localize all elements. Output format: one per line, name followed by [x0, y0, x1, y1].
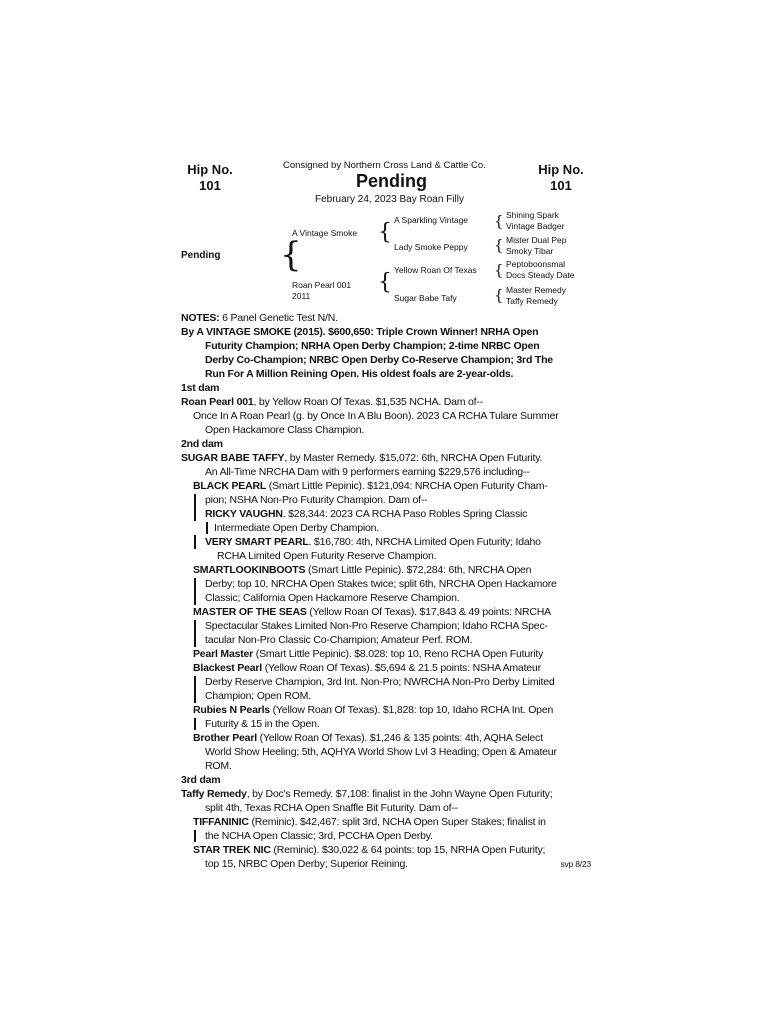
entry-text: Derby Reserve Champion, 3rd Int. Non-Pro; NWRCHA Non-Pro Derby Limited — [205, 676, 555, 688]
brace-dam: { — [378, 270, 392, 295]
notes-text: 6 Panel Genetic Test N/N. — [219, 312, 338, 324]
dam2-entry-3 — [181, 563, 591, 577]
entry-text: Classic; California Open Hackamore Reserve Champion. — [205, 592, 460, 604]
entry-text: . $16,780: 4th, NRCHA Limited Open Futurity; Idaho — [308, 536, 541, 548]
dam1-name: Roan Pearl 001 — [181, 396, 254, 408]
entry-text: (Smart Little Pepinic). $8.028: top 10, Reno RCHA Open Futurity — [253, 648, 544, 660]
entry-text: (Reminic). $42,467: split 3rd, NCHA Open Super Stakes; finalist in — [248, 816, 546, 828]
entry-name: STAR TREK NIC — [193, 844, 271, 856]
entry-name: Pearl Master — [193, 648, 254, 660]
dam3-name: Taffy Remedy — [181, 788, 247, 800]
dam2-entry-7 — [181, 703, 591, 717]
sire-summary-3: Derby Co-Champion; NRBC Open Derby Co-Reserve Champion; 3rd The — [205, 354, 553, 366]
entry-text: (Smart Little Pepinic). $121,094: NRCHA Open Futurity Cham- — [266, 480, 548, 492]
pedigree-ggp-3: Mister Dual Pep — [506, 235, 567, 245]
dam2-entry-5 — [181, 647, 591, 661]
sire-summary-1: By A VINTAGE SMOKE (2015). $600,650: Triple Crown Winner! NRHA Open — [181, 326, 539, 338]
entry-text: pion; NSHA Non-Pro Futurity Champion. Dam of-- — [205, 494, 428, 506]
dam2-desc: , by Master Remedy. $15,072: 6th, NRCHA Open Futurity. — [284, 452, 543, 464]
dam2-entry-4-more2 — [181, 633, 591, 647]
pedigree-dam-dam: Sugar Babe Tafy — [394, 293, 457, 303]
pedigree-sire: A Vintage Smoke — [292, 228, 358, 238]
dam1-line1 — [181, 395, 591, 409]
dam2-heading: 2nd dam — [181, 438, 223, 450]
hip-value-right: 101 — [550, 178, 572, 193]
dam2-entry-7-more — [181, 717, 591, 731]
entry-text: Intermediate Open Derby Champion. — [214, 522, 379, 534]
dam2-entry-8 — [181, 731, 591, 745]
entry-name: Rubies N Pearls — [193, 704, 270, 716]
hip-number-left — [182, 162, 238, 194]
entry-text: Champion; Open ROM. — [205, 690, 311, 702]
dam3-entry-1-more — [181, 857, 591, 871]
pedigree-ggp-7: Master Remedy — [506, 285, 566, 295]
entry-text: ROM. — [205, 760, 232, 772]
pedigree-ggp-b — [506, 235, 566, 257]
entry-name: VERY SMART PEARL — [205, 536, 309, 548]
hip-value-left: 101 — [199, 178, 221, 193]
pedigree-ggp-4: Smoky Tibar — [506, 246, 554, 256]
pedigree-dam-sire: Yellow Roan Of Texas — [394, 265, 477, 275]
pedigree-ggp-5: Peptoboonsmal — [506, 259, 566, 269]
dam2-entry-6 — [181, 661, 591, 675]
pedigree-ggp-1: Shining Spark — [506, 210, 559, 220]
dam1-produce-2: Open Hackamore Class Champion. — [205, 424, 365, 436]
foaling-info: February 24, 2023 Bay Roan Filly — [315, 194, 464, 205]
pedigree-ggp-2: Vintage Badger — [506, 221, 565, 231]
dam2-entry-3-more2 — [181, 591, 591, 605]
pedigree-sire-sire: A Sparkling Vintage — [394, 215, 469, 225]
dam2-entry-3-more — [181, 577, 591, 591]
entry-name: BLACK PEARL — [193, 480, 267, 492]
entry-text: Futurity & 15 in the Open. — [205, 718, 320, 730]
hip-number-right — [533, 162, 589, 194]
entry-text: (Yellow Roan Of Texas). $1,828: top 10, Idaho RCHA Int. Open — [269, 704, 554, 716]
dam3-entry-0 — [181, 815, 591, 829]
dam2-line1 — [181, 451, 591, 465]
entry-text: (Reminic). $30,022 & 64 points: top 15, NRHA Open Futurity; — [270, 844, 546, 856]
dam2-line2: An All-Time NRCHA Dam with 9 performers earning $229,576 including-- — [205, 466, 530, 478]
pedigree-ggp — [506, 210, 564, 232]
pedigree-dam — [292, 280, 351, 302]
notes — [181, 311, 591, 325]
hip-label-right: Hip No. — [538, 162, 584, 177]
pedigree-dam-year: 2011 — [292, 291, 311, 301]
entry-text: (Yellow Roan Of Texas). $17,843 & 49 points: NRCHA — [306, 606, 551, 618]
dam1-heading: 1st dam — [181, 382, 220, 394]
brace-ggp-1: { — [494, 212, 504, 230]
dam3-line1 — [181, 787, 591, 801]
entry-text: (Smart Little Pepinic). $72,284: 6th, NRCHA Open — [305, 564, 532, 576]
dam2-entry-6-more — [181, 675, 591, 689]
dam2-entry-0 — [181, 479, 591, 493]
entry-text: the NCHA Open Classic; 3rd, PCCHA Open Derby. — [205, 830, 433, 842]
pedigree-ggp-d — [506, 285, 566, 307]
notes-label: NOTES: — [181, 312, 220, 324]
entry-text: RCHA Limited Open Futurity Reserve Champion. — [217, 550, 437, 562]
dam3-line2: split 4th, Texas RCHA Open Snaffle Bit Futurity. Dam of-- — [205, 802, 458, 814]
dam1-desc: , by Yellow Roan Of Texas. $1,535 NCHA. Dam of-- — [253, 396, 483, 408]
dam2-entry-8-more — [181, 745, 591, 759]
pedigree-dam-name: Roan Pearl 001 — [292, 280, 352, 290]
dam3-entry-0-more — [181, 829, 591, 843]
sire-summary-4: Run For A Million Reining Open. His oldest foals are 2-year-olds. — [205, 368, 514, 380]
hip-label-left: Hip No. — [187, 162, 233, 177]
dam3-heading: 3rd dam — [181, 774, 221, 786]
entry-text: . $28,344: 2023 CA RCHA Paso Robles Spring Classic — [282, 508, 528, 520]
dam2-entry-8-more2 — [181, 759, 591, 773]
dam2-entry-2-more — [181, 549, 591, 563]
dam2-entry-4-more — [181, 619, 591, 633]
page-title: Pending — [356, 171, 427, 191]
dam2-entry-6-more2 — [181, 689, 591, 703]
pedigree-self: Pending — [181, 250, 221, 261]
entry-name: MASTER OF THE SEAS — [193, 606, 307, 618]
pedigree-ggp-c — [506, 259, 575, 281]
entry-text: (Yellow Roan Of Texas). $5,694 & 21.5 points: NSHA Amateur — [262, 662, 541, 674]
entry-name: RICKY VAUGHN — [205, 508, 283, 520]
dam2-entry-1-more — [181, 521, 591, 535]
entry-text: tacular Non-Pro Classic Co-Champion; Amateur Perf. ROM. — [205, 634, 473, 646]
entry-text: Derby; top 10, NRCHA Open Stakes twice; split 6th, NRCHA Open Hackamore — [205, 578, 557, 590]
consignor: Consigned by Northern Cross Land & Cattle Co. — [283, 160, 486, 171]
pedigree-ggp-6: Docs Steady Date — [506, 270, 575, 280]
brace-ggp-4: { — [494, 286, 504, 304]
brace-ggp-2: { — [494, 236, 504, 254]
dam2-entry-0-more — [181, 493, 591, 507]
footer-code: svp 8/23 — [560, 859, 591, 869]
brace-sire: { — [378, 220, 392, 245]
dam3-entry-1 — [181, 843, 591, 857]
pedigree-sire-dam: Lady Smoke Peppy — [394, 242, 468, 252]
sire-summary-2: Futurity Champion; NRHA Open Derby Champion; 2-time NRBC Open — [205, 340, 540, 352]
brace-main: { — [280, 235, 302, 275]
entry-name: SMARTLOOKINBOOTS — [193, 564, 306, 576]
dam2-name: SUGAR BABE TAFFY — [181, 452, 285, 464]
catalog-body — [181, 311, 591, 871]
entry-text: Spectacular Stakes Limited Non-Pro Reserve Champion; Idaho RCHA Spec- — [205, 620, 548, 632]
entry-name: Brother Pearl — [193, 732, 257, 744]
dam3-desc: , by Doc's Remedy. $7,108: finalist in the John Wayne Open Futurity; — [246, 788, 553, 800]
entry-name: Blackest Pearl — [193, 662, 262, 674]
entry-text: World Show Heeling; 5th, AQHYA World Show Lvl 3 Heading; Open & Amateur — [205, 746, 557, 758]
entry-text: top 15, NRBC Open Derby; Superior Reining. — [205, 858, 408, 870]
entry-name: TIFFANINIC — [193, 816, 249, 828]
brace-ggp-3: { — [494, 261, 504, 279]
dam2-entry-4 — [181, 605, 591, 619]
entry-text: (Yellow Roan Of Texas). $1,246 & 135 points: 4th, AQHA Select — [256, 732, 543, 744]
pedigree-ggp-8: Taffy Remedy — [506, 296, 558, 306]
dam2-entry-1 — [181, 507, 591, 521]
dam2-entry-2 — [181, 535, 591, 549]
dam1-produce-1: Once In A Roan Pearl (g. by Once In A Blu Boon). 2023 CA RCHA Tulare Summer — [193, 410, 559, 422]
